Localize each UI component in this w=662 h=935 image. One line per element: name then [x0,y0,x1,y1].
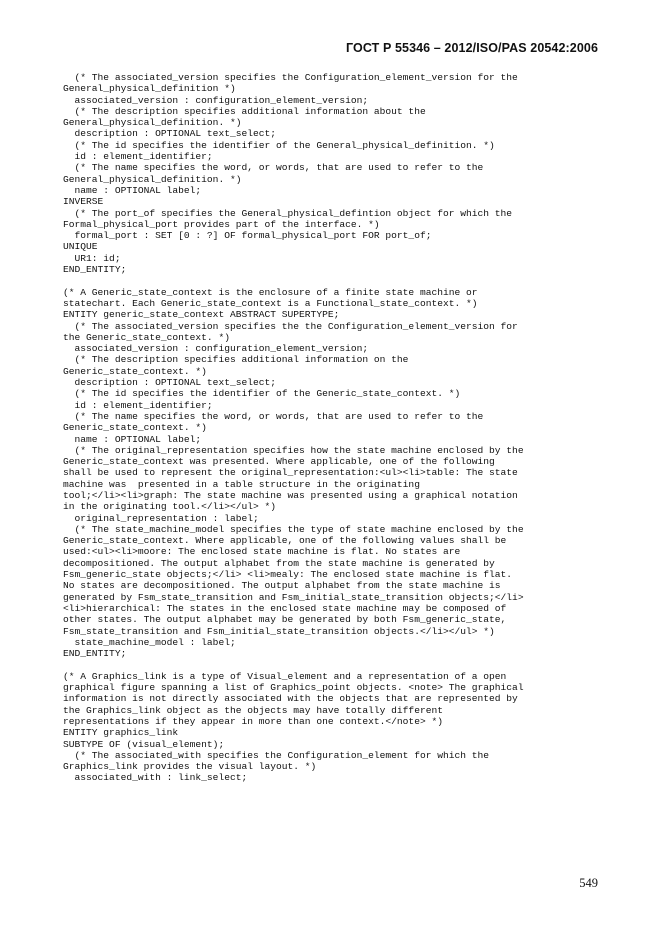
code-line: (* A Generic_state_context is the enclosure of a finite state machine or [63,286,478,298]
page-header-standard: ГОСТ Р 55346 – 2012/ISO/PAS 20542:2006 [346,41,598,55]
page-number: 549 [579,876,598,890]
code-line: (* The name specifies the word, or words, that are used to refer to the [63,410,484,422]
code-line: in the originating tool.</li></ul> *) [63,501,277,513]
code-line: (* The original_representation specifies how the state machine enclosed by the [63,444,524,456]
code-line: state_machine_model : label; [63,636,236,648]
code-line: Graphics_link provides the visual layout. *) [63,761,317,773]
code-line [63,275,603,286]
code-line: id : element_identifier; [63,151,213,163]
code-line: (* The port_of specifies the General_physical_defintion object for which the [63,207,513,219]
express-code-listing [63,72,603,784]
code-line: Generic_state_context was presented. Where applicable, one of the following [63,456,495,468]
code-line: Fsm_state_transition and Fsm_initial_state_transition objects.</li></ul> *) [63,625,495,637]
code-line: ENTITY graphics_link [63,727,179,739]
code-line: formal_port : SET [0 : ?] OF formal_physical_port FOR port_of; [63,230,432,242]
code-line: Generic_state_context. Where applicable, one of the following values shall be [63,535,507,547]
code-line: UNIQUE [63,241,98,253]
code-line: description : OPTIONAL text_select; [63,377,277,389]
code-line: Generic_state_context. *) [63,422,207,434]
code-line: (* A Graphics_link is a type of Visual_element and a representation of a open [63,670,507,682]
code-line: (* The description specifies additional information about the [63,105,426,117]
code-line: name : OPTIONAL label; [63,184,202,196]
code-line: shall be used to represent the original_representation:<ul><li>table: The state [63,467,518,479]
code-line: General_physical_definition. *) [63,117,242,129]
code-line: name : OPTIONAL label; [63,433,202,445]
code-line: associated_version : configuration_element_version; [63,343,369,355]
code-line: the Graphics_link object as the objects may have totally different [63,704,443,716]
code-line: generated by Fsm_state_transition and Fsm_initial_state_transition objects;</li> [63,591,524,603]
code-line: (* The id specifies the identifier of the General_physical_definition. *) [63,139,495,151]
code-line: used:<ul><li>moore: The enclosed state machine is flat. No states are [63,546,461,558]
code-line: the Generic_state_context. *) [63,331,230,343]
code-line: <li>hierarchical: The states in the enclosed state machine may be composed of [63,602,507,614]
code-line: machine was presented in a table structure in the originating [63,478,420,490]
code-line: (* The name specifies the word, or words, that are used to refer to the [63,162,484,174]
code-line: decompositioned. The output alphabet from the state machine is generated by [63,557,495,569]
code-line: (* The associated_with specifies the Configuration_element for which the [63,749,490,761]
code-line: Formal_physical_port provides part of the interface. *) [63,218,380,230]
code-line: other states. The output alphabet may be generated by both Fsm_generic_state, [63,614,507,626]
code-line: UR1: id; [63,252,121,264]
code-line: INVERSE [63,196,104,208]
code-line: tool;</li><li>graph: The state machine was presented using a graphical notation [63,489,518,501]
code-line: (* The associated_version specifies the Configuration_element_version for the [63,72,518,83]
code-line: associated_with : link_select; [63,772,248,784]
code-line: (* The id specifies the identifier of the Generic_state_context. *) [63,388,461,400]
code-line: representations if they appear in more than one context.</note> *) [63,715,443,727]
code-line: END_ENTITY; [63,264,127,276]
code-line: General_physical_definition *) [63,83,236,95]
code-line: Generic_state_context. *) [63,365,207,377]
code-line: information is not directly associated with the objects that are represented by [63,693,518,705]
code-line: (* The state_machine_model specifies the type of state machine enclosed by the [63,523,524,535]
code-line: associated_version : configuration_element_version; [63,94,369,106]
code-line: (* The associated_version specifies the the Configuration_element_version for [63,320,518,332]
code-line: graphical figure spanning a list of Graphics_point objects. <note> The graphical [63,682,524,694]
code-line: Fsm_generic_state objects;</li> <li>mealy: The enclosed state machine is flat. [63,569,513,581]
code-line: General_physical_definition. *) [63,173,242,185]
code-line: id : element_identifier; [63,399,213,411]
code-line [63,659,603,670]
code-line: No states are decompositioned. The output alphabet from the state machine is [63,580,501,592]
code-line: statechart. Each Generic_state_context is a Functional_state_context. *) [63,297,478,309]
code-line: END_ENTITY; [63,648,127,660]
code-line: original_representation : label; [63,512,259,524]
code-line: (* The description specifies additional information on the [63,354,409,366]
code-line: SUBTYPE OF (visual_element); [63,738,225,750]
code-line: description : OPTIONAL text_select; [63,128,277,140]
code-line: ENTITY generic_state_context ABSTRACT SUPERTYPE; [63,309,340,321]
